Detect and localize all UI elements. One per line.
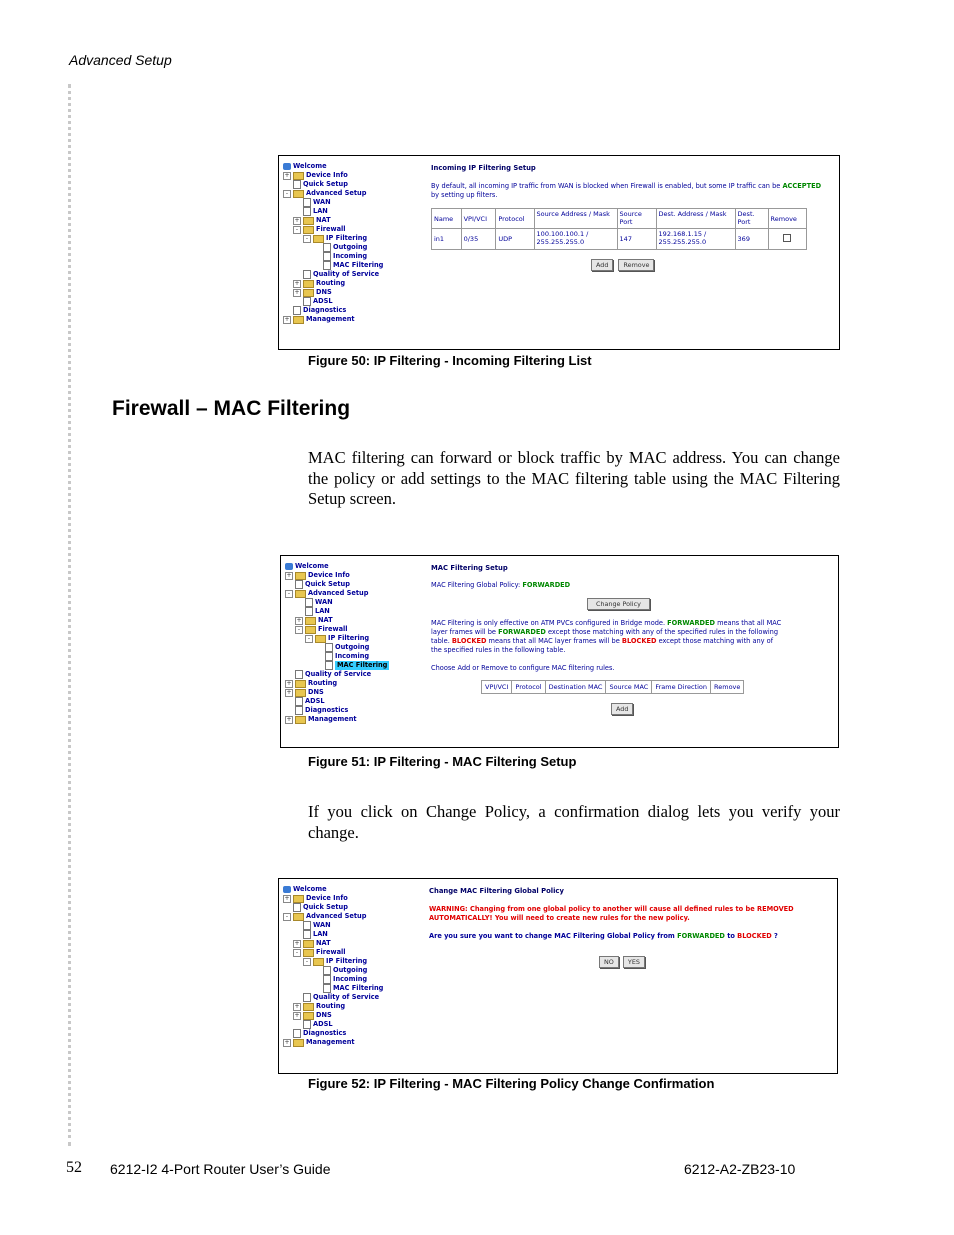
page-icon	[303, 921, 311, 930]
folder-open-icon	[313, 958, 324, 966]
column-header: Dest. Port	[735, 209, 768, 229]
page-icon	[295, 706, 303, 715]
table-cell: 100.100.100.1 / 255.255.255.0	[534, 229, 617, 250]
page-icon	[293, 903, 301, 912]
add-button[interactable]: Add	[591, 259, 613, 271]
table-cell: 147	[617, 229, 656, 250]
figure-50-screenshot	[278, 155, 840, 350]
page-icon	[303, 1020, 311, 1029]
panel-title: Change MAC Filtering Global Policy	[429, 887, 564, 895]
collapse-icon[interactable]: -	[305, 635, 313, 643]
figure-52-screenshot	[278, 878, 838, 1074]
expand-icon[interactable]: +	[294, 288, 300, 296]
expand-icon[interactable]: +	[294, 1011, 300, 1019]
table-cell: 369	[735, 229, 768, 250]
tree-item-dns[interactable]: + DNS	[286, 688, 324, 696]
remove-button[interactable]: Remove	[618, 259, 654, 271]
column-header: Protocol	[496, 209, 534, 229]
collapse-icon[interactable]: -	[283, 913, 291, 921]
column-header: Protocol	[512, 681, 545, 694]
folder-icon	[293, 895, 304, 903]
tree-item-ip-filtering[interactable]: - IP Filtering	[285, 634, 389, 643]
add-button-row	[431, 703, 831, 715]
column-header: Remove	[711, 681, 744, 694]
folder-icon	[303, 280, 314, 288]
folder-icon	[293, 172, 304, 180]
mac-filter-note: MAC Filtering is only effective on ATM PVCs configured in Bridge mode. FORWARDED means that all MAC layer frames will be FORWARDED except those matching with any of the specified rules in the following table. BLOCKED means that all MAC layer frames will be BLOCKED except those matching with any of the specified rules in the following table.	[431, 619, 782, 654]
page-number: 52	[66, 1159, 82, 1176]
tree-item-adsl[interactable]: ADSL	[283, 1020, 383, 1029]
folder-icon	[303, 1012, 314, 1020]
tree-item-qos[interactable]: Quality of Service	[283, 993, 383, 1002]
tree-item-nat[interactable]: + NAT	[296, 616, 333, 624]
column-header: VPI/VCI	[482, 681, 512, 694]
yes-button[interactable]: YES	[623, 956, 645, 968]
tree-item-ip-filtering[interactable]: - IP Filtering	[283, 234, 383, 243]
globe-icon	[283, 886, 291, 893]
expand-icon[interactable]: +	[294, 939, 300, 947]
tree-item-quick-setup[interactable]: Quick Setup	[285, 580, 389, 589]
page-icon	[323, 261, 331, 270]
folder-open-icon	[313, 235, 324, 243]
expand-icon[interactable]: +	[284, 1038, 290, 1046]
collapse-icon[interactable]: -	[293, 949, 301, 957]
tree-item-wan[interactable]: WAN	[285, 598, 389, 607]
folder-icon	[295, 689, 306, 697]
folder-open-icon	[305, 626, 316, 634]
column-header: Source MAC	[606, 681, 652, 694]
folder-open-icon	[303, 949, 314, 957]
tree-item-advanced-setup[interactable]: - Advanced Setup	[283, 912, 383, 921]
nav-tree	[283, 885, 383, 1047]
table-row	[432, 229, 807, 250]
tree-item-firewall[interactable]: - Firewall	[285, 625, 389, 634]
page-icon	[323, 984, 331, 993]
tree-item-outgoing[interactable]: Outgoing	[283, 243, 383, 252]
page-icon	[325, 652, 333, 661]
tree-item-management[interactable]: + Management	[284, 1038, 355, 1046]
folder-icon	[293, 316, 304, 324]
globe-icon	[283, 163, 291, 170]
expand-icon[interactable]: +	[294, 216, 300, 224]
tree-item-mac-filtering[interactable]: MAC Filtering	[283, 984, 383, 993]
collapse-icon[interactable]: -	[295, 626, 303, 634]
page-icon	[295, 580, 303, 589]
collapse-icon[interactable]: -	[283, 190, 291, 198]
footer-title: 6212-I2 4-Port Router User’s Guide	[110, 1161, 331, 1177]
collapse-icon[interactable]: -	[293, 226, 301, 234]
column-header: Destination MAC	[545, 681, 606, 694]
tree-item-outgoing[interactable]: Outgoing	[283, 966, 383, 975]
panel-title: MAC Filtering Setup	[431, 564, 508, 572]
section-title: Firewall – MAC Filtering	[112, 397, 351, 420]
body-paragraph-1: MAC filtering can forward or block traffic by MAC address. You can change the policy or add settings to the MAC filtering table using the MAC Filtering Setup screen.	[308, 448, 840, 508]
tree-item-device-info[interactable]: + Device Info	[284, 171, 348, 179]
folder-icon	[305, 617, 316, 625]
expand-icon[interactable]: +	[286, 688, 292, 696]
tree-item-incoming[interactable]: Incoming	[285, 652, 389, 661]
page-icon	[303, 930, 311, 939]
tree-item-wan[interactable]: WAN	[283, 921, 383, 930]
expand-icon[interactable]: +	[294, 279, 300, 287]
tree-item-adsl[interactable]: ADSL	[285, 697, 389, 706]
folder-open-icon	[293, 913, 304, 921]
global-policy: MAC Filtering Global Policy: FORWARDED	[431, 581, 571, 589]
tree-item-routing[interactable]: + Routing	[294, 1002, 346, 1010]
page-icon	[323, 243, 331, 252]
instruction-text: Choose Add or Remove to configure MAC filtering rules.	[431, 664, 615, 672]
tree-item-qos[interactable]: Quality of Service	[283, 270, 383, 279]
tree-item-welcome[interactable]: Welcome	[283, 162, 383, 171]
page-icon	[323, 975, 331, 984]
tree-item-lan[interactable]: LAN	[283, 207, 383, 216]
footer-doc-number: 6212-A2-ZB23-10	[684, 1161, 796, 1177]
column-header: Source Port	[617, 209, 656, 229]
tree-item-routing[interactable]: + Routing	[294, 279, 346, 287]
page-icon	[303, 270, 311, 279]
policy-change-panel	[429, 887, 829, 968]
tree-item-firewall[interactable]: - Firewall	[283, 225, 383, 234]
folder-icon	[303, 1003, 314, 1011]
figure-50-caption: Figure 50: IP Filtering - Incoming Filtering List	[308, 353, 592, 368]
page-icon	[293, 306, 301, 315]
incoming-filter-panel	[431, 164, 831, 271]
folder-open-icon	[295, 590, 306, 598]
tree-item-device-info[interactable]: + Device Info	[286, 571, 350, 579]
folder-icon	[303, 289, 314, 297]
table-cell: 192.168.1.15 / 255.255.255.0	[656, 229, 735, 250]
panel-title: Incoming IP Filtering Setup	[431, 164, 536, 172]
tree-item-lan[interactable]: LAN	[283, 930, 383, 939]
folder-open-icon	[303, 226, 314, 234]
tree-item-quick-setup[interactable]: Quick Setup	[283, 903, 383, 912]
page-icon	[293, 180, 301, 189]
page-icon	[303, 207, 311, 216]
tree-item-incoming[interactable]: Incoming	[283, 252, 383, 261]
tree-item-diagnostics[interactable]: Diagnostics	[283, 1029, 383, 1038]
folder-icon	[295, 716, 306, 724]
confirm-question: Are you sure you want to change MAC Filtering Global Policy from FORWARDED to BLOCKED ?	[429, 932, 778, 940]
column-header: Remove	[768, 209, 806, 229]
table-cell: in1	[432, 229, 462, 250]
folder-icon	[293, 1039, 304, 1047]
tree-item-qos[interactable]: Quality of Service	[285, 670, 389, 679]
nav-tree	[285, 562, 389, 724]
page-icon	[295, 697, 303, 706]
change-policy-row	[431, 598, 831, 610]
expand-icon[interactable]: +	[284, 315, 290, 323]
column-header: Source Address / Mask	[534, 209, 617, 229]
collapse-icon[interactable]: -	[303, 235, 311, 243]
tree-item-incoming[interactable]: Incoming	[283, 975, 383, 984]
folder-open-icon	[293, 190, 304, 198]
page-icon	[295, 670, 303, 679]
globe-icon	[285, 563, 293, 570]
tree-item-management[interactable]: + Management	[284, 315, 355, 323]
table-header-row	[482, 681, 744, 694]
expand-icon[interactable]: +	[286, 679, 292, 687]
folder-icon	[303, 940, 314, 948]
folder-icon	[295, 572, 306, 580]
page-icon	[303, 993, 311, 1002]
table-cell: 0/35	[461, 229, 496, 250]
running-header: Advanced Setup	[69, 52, 172, 68]
folder-icon	[295, 680, 306, 688]
tree-item-advanced-setup[interactable]: - Advanced Setup	[283, 189, 383, 198]
change-policy-button[interactable]: Change Policy	[587, 598, 650, 610]
table-cell	[768, 229, 806, 250]
tree-item-mac-filtering[interactable]: MAC Filtering	[283, 261, 383, 270]
expand-icon[interactable]: +	[284, 894, 290, 902]
tree-item-device-info[interactable]: + Device Info	[284, 894, 348, 902]
tree-item-welcome[interactable]: Welcome	[285, 562, 389, 571]
margin-rule	[68, 84, 71, 1146]
figure-51-screenshot	[280, 555, 839, 748]
figure-51-caption: Figure 51: IP Filtering - MAC Filtering Setup	[308, 754, 577, 769]
table-header-row	[432, 209, 807, 229]
panel-description: By default, all incoming IP traffic from WAN is blocked when Firewall is enabled, but some IP traffic can be ACCEPTED by setting up filters.	[431, 182, 822, 199]
add-button[interactable]: Add	[611, 703, 633, 715]
expand-icon[interactable]: +	[284, 171, 290, 179]
page-icon	[305, 598, 313, 607]
tree-item-wan[interactable]: WAN	[283, 198, 383, 207]
tree-item-diagnostics[interactable]: Diagnostics	[285, 706, 389, 715]
body-paragraph-2: If you click on Change Policy, a confirmation dialog lets you verify your change.	[308, 802, 840, 842]
remove-checkbox[interactable]	[783, 234, 791, 242]
warning-text: WARNING: Changing from one global policy to another will cause all defined rules to be REMOVED AUTOMATICALLY! You will need to create new rules for the new policy.	[429, 905, 794, 922]
expand-icon[interactable]: +	[294, 1002, 300, 1010]
confirm-button-row	[429, 956, 829, 968]
tree-item-routing[interactable]: + Routing	[286, 679, 338, 687]
column-header: Frame Direction	[652, 681, 711, 694]
table-cell: UDP	[496, 229, 534, 250]
page-icon	[305, 607, 313, 616]
no-button[interactable]: NO	[599, 956, 619, 968]
nav-tree	[283, 162, 383, 324]
figure-52-caption: Figure 52: IP Filtering - MAC Filtering Policy Change Confirmation	[308, 1076, 715, 1091]
incoming-filter-table	[431, 208, 807, 250]
tree-item-quick-setup[interactable]: Quick Setup	[283, 180, 383, 189]
tree-item-outgoing[interactable]: Outgoing	[285, 643, 389, 652]
page-icon	[323, 966, 331, 975]
tree-item-lan[interactable]: LAN	[285, 607, 389, 616]
folder-icon	[303, 217, 314, 225]
expand-icon[interactable]: +	[286, 715, 292, 723]
collapse-icon[interactable]: -	[303, 958, 311, 966]
column-header: Dest. Address / Mask	[656, 209, 735, 229]
collapse-icon[interactable]: -	[285, 590, 293, 598]
tree-item-firewall[interactable]: - Firewall	[283, 948, 383, 957]
button-row	[431, 259, 831, 271]
page-icon	[325, 643, 333, 652]
page-icon	[303, 198, 311, 207]
tree-item-mac-filtering[interactable]: MAC Filtering	[285, 661, 389, 670]
tree-item-management[interactable]: + Management	[286, 715, 357, 723]
tree-item-dns[interactable]: + DNS	[294, 1011, 332, 1019]
tree-item-ip-filtering[interactable]: - IP Filtering	[283, 957, 383, 966]
tree-item-welcome[interactable]: Welcome	[283, 885, 383, 894]
mac-filter-table	[481, 680, 744, 694]
column-header: VPI/VCI	[461, 209, 496, 229]
expand-icon[interactable]: +	[296, 616, 302, 624]
mac-filter-panel	[431, 564, 831, 715]
tree-item-nat[interactable]: + NAT	[294, 939, 331, 947]
page-icon	[323, 252, 331, 261]
folder-open-icon	[315, 635, 326, 643]
expand-icon[interactable]: +	[286, 571, 292, 579]
tree-item-dns[interactable]: + DNS	[294, 288, 332, 296]
page-icon	[303, 297, 311, 306]
tree-item-adsl[interactable]: ADSL	[283, 297, 383, 306]
column-header: Name	[432, 209, 462, 229]
tree-item-advanced-setup[interactable]: - Advanced Setup	[285, 589, 389, 598]
page-icon	[293, 1029, 301, 1038]
tree-item-diagnostics[interactable]: Diagnostics	[283, 306, 383, 315]
tree-item-nat[interactable]: + NAT	[294, 216, 331, 224]
page-icon	[325, 661, 333, 670]
